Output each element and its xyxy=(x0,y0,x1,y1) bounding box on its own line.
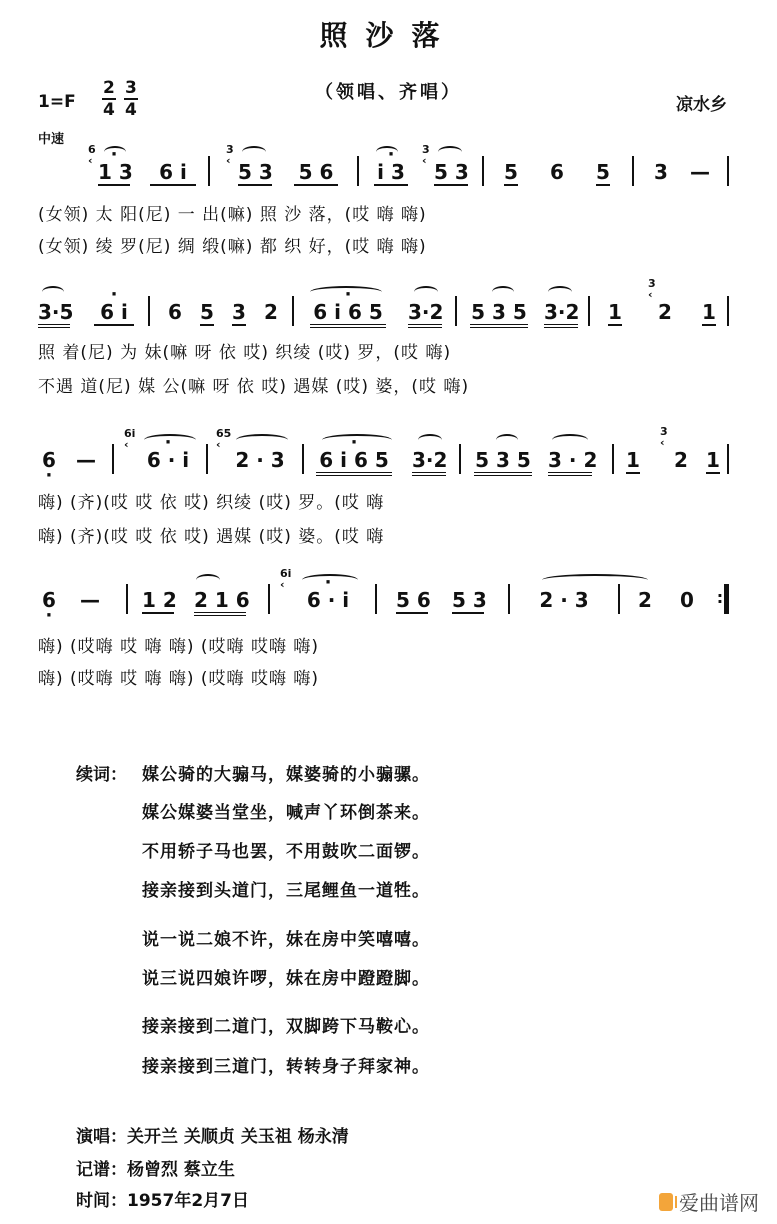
lyric-line: 嗨) (哎嗨 哎 嗨 嗨) (哎嗨 哎嗨 嗨) xyxy=(38,669,319,689)
barline xyxy=(618,584,620,614)
slur xyxy=(42,286,64,298)
slur xyxy=(236,434,288,446)
barline xyxy=(208,156,210,186)
page-title: 照沙落 xyxy=(319,19,458,52)
note: 5 xyxy=(200,300,214,324)
region-label: 凉水乡 xyxy=(676,95,727,115)
recording-date: 时间：1957年2月7日 xyxy=(76,1191,249,1211)
note-group: · i 3 xyxy=(374,160,408,186)
verse-line: 媒公媒婆当堂坐，喊声丫环倒茶来。 xyxy=(142,803,430,823)
barline xyxy=(612,444,614,474)
repeat-dots: : xyxy=(716,588,724,607)
dash: — xyxy=(80,588,100,612)
barline xyxy=(588,296,590,326)
note: 2 xyxy=(658,300,672,324)
time-signature-3-4: 3 4 xyxy=(125,78,137,120)
barline xyxy=(482,156,484,186)
note: 3 xyxy=(654,160,668,184)
note: 2 xyxy=(674,448,688,472)
note: 5 xyxy=(504,160,518,184)
note-group: 5 3 xyxy=(452,588,487,612)
note-group: 3·5 xyxy=(38,300,70,328)
final-barline xyxy=(724,584,729,614)
note: 2 xyxy=(264,300,278,324)
note: 1 xyxy=(626,448,640,472)
barline xyxy=(459,444,461,474)
barline xyxy=(126,584,128,614)
barline xyxy=(292,296,294,326)
grace-note: 6i ‹ xyxy=(124,427,136,451)
note-group: 2 1 6 xyxy=(194,588,246,616)
note-group: 3 · 2 xyxy=(548,448,592,476)
note: 1 xyxy=(702,300,716,324)
note: 5 xyxy=(596,160,610,184)
barline xyxy=(727,296,729,326)
staff-system-2 xyxy=(0,277,777,330)
slur xyxy=(496,434,518,446)
verse-line: 不用轿子马也罢，不用鼓吹二面锣。 xyxy=(142,842,430,862)
note-group: 5 6 xyxy=(294,160,338,186)
note: 2 xyxy=(638,588,652,612)
grace-note: 3 ‹ xyxy=(648,277,656,301)
note-group: 5 6 xyxy=(396,588,431,612)
note: 1 xyxy=(706,448,720,472)
barline xyxy=(632,156,634,186)
note-group: 3·2 xyxy=(408,300,442,328)
verse-line: 接亲接到头道门，三尾鲤鱼一道牲。 xyxy=(142,881,430,901)
watermark-logo xyxy=(659,1187,759,1216)
verses-label: 续词： xyxy=(76,765,127,785)
barline xyxy=(727,156,729,186)
note-group: 6 i xyxy=(150,160,196,186)
slur xyxy=(414,286,438,298)
barline xyxy=(727,444,729,474)
grace-note: 3 ‹ xyxy=(422,143,430,167)
tempo-marking: 中速 xyxy=(38,132,65,147)
note-group: 1 2 xyxy=(142,588,177,612)
note: 1 xyxy=(608,300,622,324)
slur xyxy=(542,574,648,586)
note-group: · 6 · i xyxy=(140,448,196,472)
verse-line: 接亲接到三道门，转转身子拜家神。 xyxy=(142,1057,430,1077)
staff-system-1 xyxy=(0,143,777,190)
note: 0 xyxy=(680,588,694,612)
slur xyxy=(242,146,266,158)
slur xyxy=(548,286,572,298)
note: 6 · xyxy=(42,448,56,472)
note-group: · 6 i 6 5 xyxy=(316,448,392,476)
grace-note: 65 ‹ xyxy=(216,427,232,451)
barline xyxy=(112,444,114,474)
verse-line: 接亲接到二道门，双脚跨下马鞍心。 xyxy=(142,1017,430,1037)
note: 6 xyxy=(168,300,182,324)
note-group: · 6 i 6 5 xyxy=(310,300,386,328)
dash: — xyxy=(76,448,96,472)
note-group: 3·2 xyxy=(544,300,578,328)
barline xyxy=(455,296,457,326)
music-note-icon xyxy=(659,1193,673,1211)
barline xyxy=(357,156,359,186)
note: 3 xyxy=(232,300,246,324)
time-signature-2-4: 2 4 xyxy=(103,78,115,120)
grace-note: 3 ‹ xyxy=(660,425,668,449)
barline xyxy=(268,584,270,614)
note-group: 5 3 xyxy=(434,160,469,184)
note-group: · 1 3 xyxy=(98,160,130,186)
barline xyxy=(375,584,377,614)
verse-line: 媒公骑的大骟马，媒婆骑的小骟骡。 xyxy=(142,765,430,785)
barline xyxy=(148,296,150,326)
lyric-line: (女领) 绫 罗(尼) 绸 缎(嘛) 都 织 好，(哎 嗨 嗨) xyxy=(38,237,427,257)
performers: 演唱：关开兰 关顺贞 关玉祖 杨永清 xyxy=(76,1127,349,1147)
note-group: 5 3 xyxy=(238,160,273,184)
note-group: 2 · 3 xyxy=(539,588,589,612)
dash: — xyxy=(690,160,710,184)
staff-system-3 xyxy=(0,425,777,478)
barline xyxy=(206,444,208,474)
note: 6 xyxy=(550,160,564,184)
transcribers: 记谱：杨曾烈 蔡立生 xyxy=(76,1160,235,1180)
lyric-line: 嗨) (齐)(哎 哎 依 哎) 织绫 (哎) 罗。(哎 嗨 xyxy=(38,493,385,513)
grace-note: 3 ‹ xyxy=(226,143,234,167)
note-group: · 6 · i xyxy=(298,588,358,612)
lyric-line: 嗨) (齐)(哎 哎 依 哎) 遇媒 (哎) 婆。(哎 嗨 xyxy=(38,527,385,547)
slur xyxy=(552,434,588,446)
subtitle: （领唱、齐唱） xyxy=(315,82,462,103)
watermark-text: 爱曲谱网 xyxy=(679,1191,759,1215)
barline xyxy=(302,444,304,474)
slur xyxy=(418,434,442,446)
verse-line: 说一说二娘不许，妹在房中笑嘻嘻。 xyxy=(142,930,430,950)
lyric-line: 照 着(尼) 为 妹(嘛 呀 依 哎) 织绫 (哎) 罗，(哎 嗨) xyxy=(38,343,452,363)
grace-note: 6 ‹ xyxy=(88,143,96,167)
note: 6 · xyxy=(42,588,56,612)
barline xyxy=(508,584,510,614)
note-group: 3·2 xyxy=(412,448,446,476)
slur xyxy=(492,286,514,298)
slur xyxy=(196,574,220,586)
note-group: 5 3 5 xyxy=(470,300,528,328)
lyric-line: (女领) 太 阳(尼) 一 出(嘛) 照 沙 落，(哎 嗨 嗨) xyxy=(38,205,427,225)
note-group: 2 · 3 xyxy=(235,448,285,472)
slur xyxy=(438,146,462,158)
staff-system-4 xyxy=(0,567,777,618)
note-group: 5 3 5 xyxy=(474,448,532,476)
verse-line: 说三说四娘许啰，妹在房中蹬蹬脚。 xyxy=(142,969,430,989)
grace-note: 6i ‹ xyxy=(280,567,292,591)
lyric-line: 嗨) (哎嗨 哎 嗨 嗨) (哎嗨 哎嗨 嗨) xyxy=(38,637,319,657)
lyric-line: 不遇 道(尼) 媒 公(嘛 呀 依 哎) 遇媒 (哎) 婆，(哎 嗨) xyxy=(38,377,470,397)
note-group: · 6 i xyxy=(94,300,134,326)
key-signature: 1=F xyxy=(38,92,76,112)
